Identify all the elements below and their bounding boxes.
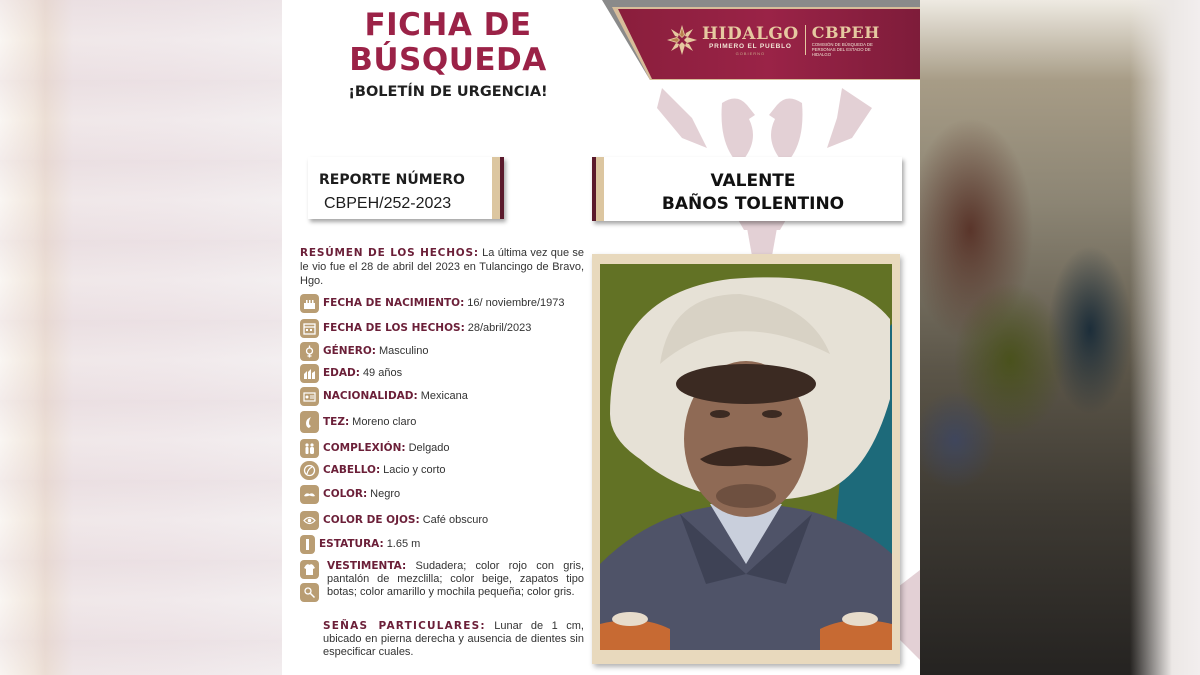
card-accent-wine <box>500 157 504 219</box>
field-value: 49 años <box>362 367 403 379</box>
person-details <box>300 246 585 658</box>
field-label: ESTATURA: <box>319 538 384 550</box>
photo-frame <box>592 254 900 664</box>
page-title-line2: BÚSQUEDA <box>349 42 547 78</box>
field-value: Delgado <box>408 442 450 454</box>
field-event-date <box>300 318 531 338</box>
card-accent-gold <box>596 157 604 221</box>
hidalgo-tagline: GOBIERNO <box>735 50 766 56</box>
field-clothing <box>300 560 584 602</box>
eye-icon <box>300 511 319 530</box>
report-number-label: REPORTE NÚMERO <box>319 172 465 188</box>
field-label: FECHA DE LOS HECHOS: <box>323 322 465 334</box>
cake-icon <box>300 294 319 313</box>
clothing-text: Sudadera; color rojo con gris, pantalón de mezclilla; color beige, zapatos tipo botas; color amarillo y mochila pequeña; color gris. <box>327 560 584 598</box>
field-label: NACIONALIDAD: <box>323 390 418 402</box>
title-block <box>298 8 598 100</box>
field-label: COLOR DE OJOS: <box>323 514 420 526</box>
portrait-illustration <box>600 264 892 650</box>
field-value: Negro <box>370 488 401 500</box>
urgency-subtitle: ¡BOLETÍN DE URGENCIA! <box>348 84 548 100</box>
person-name-card <box>592 157 902 221</box>
field-value: Mexicana <box>420 390 468 402</box>
field-label: EDAD: <box>323 367 360 379</box>
field-label: CABELLO: <box>323 464 381 476</box>
calendar-icon <box>300 319 319 338</box>
field-value: 28/abril/2023 <box>467 322 532 334</box>
field-label: TEZ: <box>323 416 350 428</box>
person-last-names: BAÑOS TOLENTINO <box>661 194 845 214</box>
field-color <box>300 484 400 504</box>
summary-label: RESÚMEN DE LOS HECHOS: <box>300 247 479 259</box>
report-number-value: CBPEH/252-2023 <box>324 195 452 212</box>
field-value: Lacio y corto <box>383 464 446 476</box>
shirt-icon <box>300 560 319 579</box>
field-value: Café obscuro <box>422 514 489 526</box>
person-name <box>604 170 902 216</box>
field-value: 1.65 m <box>386 538 421 550</box>
gender-icon <box>300 342 319 361</box>
face-icon <box>300 411 319 433</box>
field-hair <box>300 460 446 480</box>
field-skin-tone <box>300 412 416 432</box>
field-nationality <box>300 386 468 406</box>
clothing-label: VESTIMENTA: <box>327 560 407 572</box>
report-number-card <box>308 157 504 219</box>
id-card-icon <box>300 387 319 406</box>
marks-text: Lunar de 1 cm, ubicado en pierna derecha y ausencia de dientes sin especificar cuales. <box>323 620 584 658</box>
search-icon <box>300 583 319 602</box>
search-poster <box>282 0 920 675</box>
field-eye-color <box>300 510 488 530</box>
field-birth-date <box>300 293 565 313</box>
blurred-background-left <box>0 0 282 675</box>
field-value: Masculino <box>378 345 429 357</box>
agency-logo <box>666 22 882 58</box>
facts-summary <box>300 246 584 288</box>
logo-divider <box>805 25 806 55</box>
agency-acronym: CBPEH <box>811 22 880 42</box>
mustache-icon <box>300 485 319 504</box>
field-gender <box>300 341 429 361</box>
agency-full-name: COMISIÓN DE BÚSQUEDA DE PERSONAS DEL ESTADO DE HIDALGO <box>811 41 873 57</box>
field-distinguishing-marks <box>300 620 584 659</box>
hidalgo-star-icon <box>666 24 698 56</box>
hidalgo-slogan: PRIMERO EL PUEBLO <box>708 42 792 50</box>
age-icon <box>300 364 319 383</box>
page-title-line1: FICHA DE <box>364 7 532 43</box>
person-photo <box>600 264 892 650</box>
card-accent-gold <box>492 157 500 219</box>
field-height <box>300 534 420 554</box>
field-build <box>300 438 450 458</box>
hair-icon <box>300 461 319 480</box>
marks-label: SEÑAS PARTICULARES: <box>323 620 486 632</box>
field-age <box>300 363 402 383</box>
field-label: FECHA DE NACIMIENTO: <box>323 297 465 309</box>
body-icon <box>300 439 319 458</box>
field-value: 16/ noviembre/1973 <box>467 297 565 309</box>
hidalgo-brand: HIDALGO <box>702 23 799 44</box>
field-label: COLOR: <box>323 488 368 500</box>
summary-text: La última vez que se le vio fue el 28 de abril del 2023 en Tulancingo de Bravo, Hgo. <box>300 247 585 287</box>
field-label: GÉNERO: <box>323 345 376 357</box>
field-value: Moreno claro <box>352 416 417 428</box>
height-icon <box>300 535 315 554</box>
person-first-name: VALENTE <box>710 171 796 191</box>
blurred-background-right <box>920 0 1200 675</box>
field-label: COMPLEXIÓN: <box>323 442 406 454</box>
